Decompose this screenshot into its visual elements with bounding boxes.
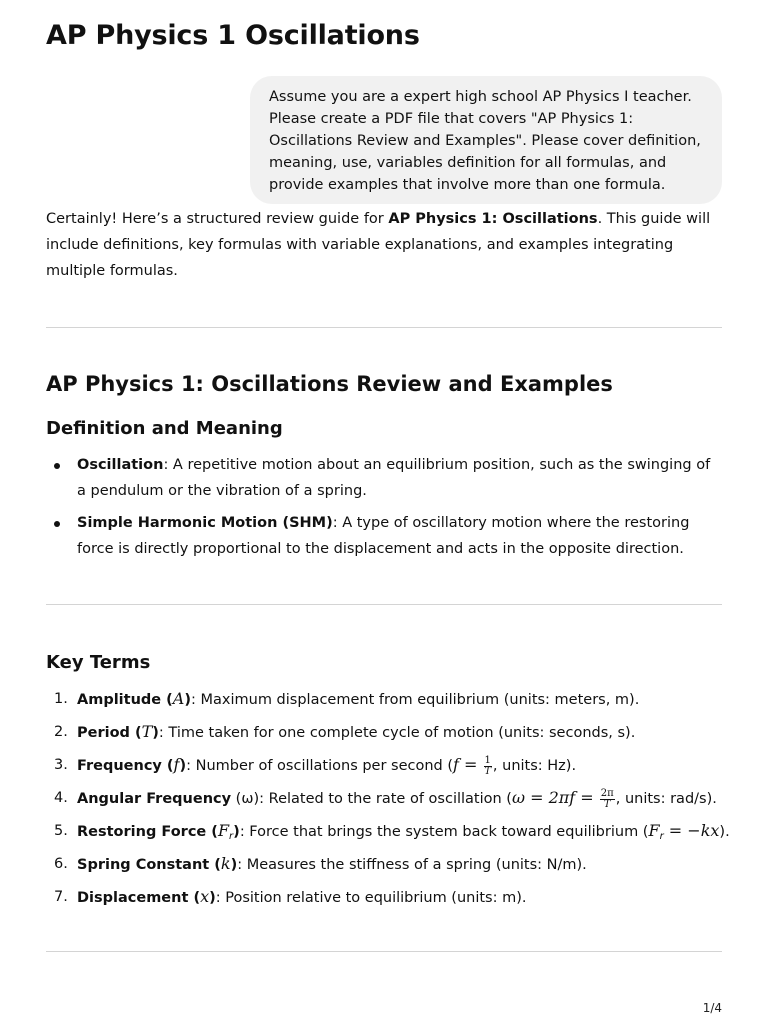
term-label-close: ) (184, 692, 191, 708)
formula-symbol: F (648, 821, 660, 840)
formula-symbol: f (453, 755, 459, 774)
term-text: : Maximum displacement from equilibrium (units: meters, m). (191, 692, 640, 708)
list-item (46, 818, 732, 851)
list-item (46, 719, 732, 752)
list-item (46, 686, 732, 719)
term-symbol: (ω) (231, 791, 260, 807)
term-text: : Time taken for one complete cycle of motion (units: seconds, s). (158, 725, 636, 741)
definition-text: : A type of oscillatory motion where the restoring force is directly proportional to the displacement and acts in the opposite direction. (77, 515, 690, 557)
formula-equals: = (458, 755, 483, 774)
term-text-after: , units: Hz). (492, 758, 577, 774)
list-item (46, 851, 732, 884)
term-label-close: ) (179, 758, 187, 774)
definition-heading: Definition and Meaning (46, 418, 283, 439)
formula-subscript: r (659, 831, 664, 842)
term-label-close: ) (209, 890, 216, 906)
intro-bold-topic: AP Physics 1: Oscillations (388, 211, 598, 227)
fraction-numerator: 1 (484, 754, 491, 766)
formula-fraction (484, 756, 492, 777)
term-symbol: A (172, 689, 185, 708)
definition-term: Simple Harmonic Motion (SHM) (77, 515, 333, 531)
list-number: 6. (54, 856, 68, 872)
definition-list (46, 452, 722, 568)
term-text-after: , units: rad/s). (615, 791, 717, 807)
term-label-close: ) (152, 725, 159, 741)
term-text: : Force that brings the system back toward equilibrium ( (239, 824, 649, 840)
list-number: 3. (54, 757, 68, 773)
term-text: : Position relative to equilibrium (units: m). (215, 890, 527, 906)
list-item (46, 785, 732, 818)
term-text-after: ). (719, 824, 730, 840)
term-symbol: f (173, 755, 180, 774)
divider (46, 327, 722, 328)
fraction-denominator: T (603, 798, 611, 810)
term-label: Displacement ( (77, 890, 201, 906)
section-title: AP Physics 1: Oscillations Review and Examples (46, 372, 613, 396)
term-label: Restoring Force ( (77, 824, 218, 840)
term-text: : Number of oscillations per second ( (186, 758, 454, 774)
formula-fraction (600, 789, 615, 810)
list-number: 2. (54, 724, 68, 740)
term-label-close: ) (230, 857, 238, 873)
list-number: 1. (54, 691, 68, 707)
list-number: 5. (54, 823, 68, 839)
list-item (46, 752, 732, 785)
divider (46, 951, 722, 952)
fraction-numerator: 2π (600, 787, 614, 799)
list-item (46, 884, 732, 917)
intro-text-end: . This guide will include definitions, key formulas with variable explanations, and examples integrating multiple formulas. (46, 211, 711, 279)
definition-text: : A repetitive motion about an equilibrium position, such as the swinging of a pendulum or the vibration of a spring. (77, 457, 711, 499)
user-prompt-text: Assume you are a expert high school AP Physics I teacher. Please create a PDF file that covers "AP Physics 1: Oscillations Review and Examples". Please cover definition, meaning, use, variables definition for all formulas, and provide examples that involve more than one formula. (269, 89, 701, 193)
term-symbol: x (200, 887, 210, 906)
term-label: Frequency ( (77, 758, 174, 774)
response-intro (46, 206, 722, 284)
bullet-icon (54, 463, 60, 469)
list-number: 4. (54, 790, 68, 806)
term-label: Angular Frequency (77, 791, 232, 807)
intro-text-start: Certainly! Here’s a structured review guide for (46, 211, 389, 227)
list-item (46, 510, 722, 562)
term-symbol: F (217, 821, 230, 840)
term-label-close: ) (233, 824, 240, 840)
list-number: 7. (54, 889, 68, 905)
user-prompt-bubble (250, 76, 722, 204)
fraction-denominator: T (484, 765, 492, 777)
term-text: : Related to the rate of oscillation ( (259, 791, 512, 807)
bullet-icon (54, 521, 60, 527)
term-label: Amplitude ( (77, 692, 173, 708)
key-terms-list (46, 686, 732, 917)
term-label: Period ( (77, 725, 142, 741)
page-indicator: 1/4 (702, 1001, 722, 1015)
term-symbol: T (141, 722, 153, 741)
document-title: AP Physics 1 Oscillations (46, 20, 420, 51)
list-item (46, 452, 722, 504)
term-label: Spring Constant ( (77, 857, 221, 873)
divider (46, 604, 722, 605)
definition-term: Oscillation (77, 457, 164, 473)
formula: = −kx (663, 821, 720, 840)
formula: ω = 2πf = (511, 788, 599, 807)
term-symbol: k (220, 854, 231, 873)
key-terms-heading: Key Terms (46, 652, 151, 673)
term-text: : Measures the stiffness of a spring (units: N/m). (237, 857, 587, 873)
term-symbol-subscript: r (229, 831, 234, 842)
